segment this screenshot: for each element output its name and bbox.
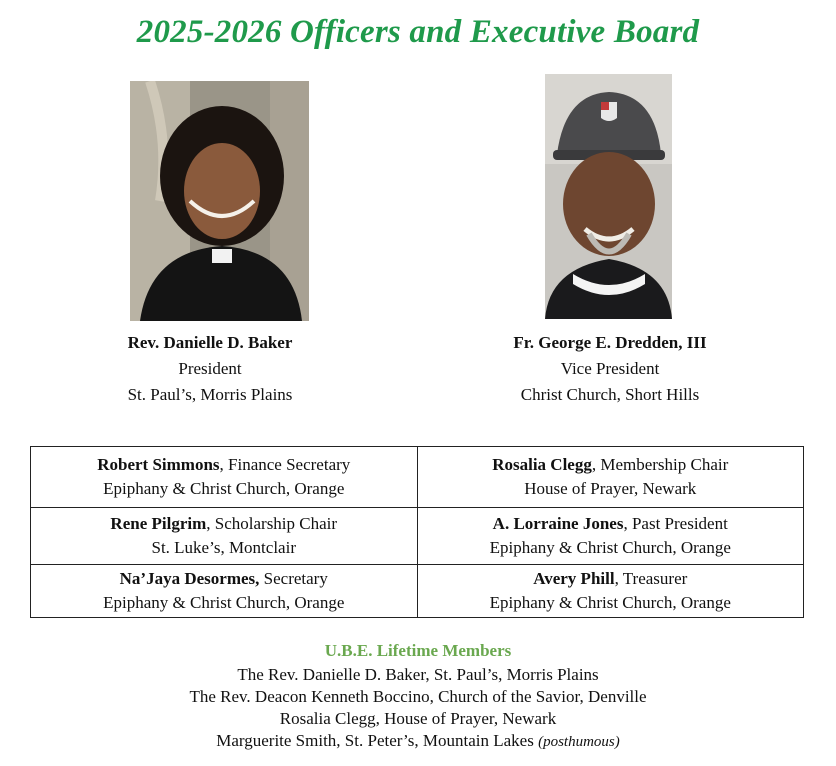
officer-card-president xyxy=(60,330,360,408)
board-member-name: Rene Pilgrim xyxy=(110,514,207,533)
board-member-name: A. Lorraine Jones xyxy=(492,514,624,533)
board-member-role: Secretary xyxy=(259,569,328,588)
posthumous-note: (posthumous) xyxy=(538,734,620,750)
lifetime-members-section xyxy=(0,640,836,753)
page-title: 2025-2026 Officers and Executive Board xyxy=(136,14,700,50)
officer-parish: Christ Church, Short Hills xyxy=(520,385,700,404)
officer-name: Fr. George E. Dredden, III xyxy=(513,333,707,352)
lifetime-member: The Rev. Danielle D. Baker, St. Paul’s, Morris Plains xyxy=(237,665,599,684)
lifetime-members-heading: U.B.E. Lifetime Members xyxy=(324,641,512,660)
board-member-name: Robert Simmons xyxy=(97,455,220,474)
officer-parish: St. Paul’s, Morris Plains xyxy=(127,385,293,404)
board-member-name: Na’Jaya Desormes, xyxy=(119,569,260,588)
board-member-role: , Finance Secretary xyxy=(219,455,351,474)
lifetime-member-last xyxy=(0,730,836,753)
lifetime-member: The Rev. Deacon Kenneth Boccino, Church of the Savior, Denville xyxy=(189,687,647,706)
board-member-parish: House of Prayer, Newark xyxy=(524,479,697,498)
board-cell xyxy=(417,565,804,618)
executive-board-table xyxy=(30,446,804,618)
table-row xyxy=(31,447,804,508)
board-cell xyxy=(417,447,804,508)
officer-photo-president xyxy=(130,81,309,321)
board-member-parish: Epiphany & Christ Church, Orange xyxy=(103,479,345,498)
board-member-parish: Epiphany & Christ Church, Orange xyxy=(103,593,345,612)
portrait-photo-icon xyxy=(130,81,309,321)
officer-role: President xyxy=(178,359,242,378)
board-member-name: Rosalia Clegg xyxy=(492,455,592,474)
board-member-parish: St. Luke’s, Montclair xyxy=(151,538,296,557)
board-member-parish: Epiphany & Christ Church, Orange xyxy=(489,538,731,557)
officer-name: Rev. Danielle D. Baker xyxy=(127,333,293,352)
officer-role: Vice President xyxy=(560,359,660,378)
board-member-role: , Scholarship Chair xyxy=(206,514,338,533)
portrait-photo-icon xyxy=(545,74,672,319)
board-member-role: , Past President xyxy=(623,514,728,533)
officer-card-vice-president xyxy=(450,330,770,408)
lifetime-member: Marguerite Smith, St. Peter’s, Mountain Lakes xyxy=(216,731,534,750)
board-cell xyxy=(417,508,804,565)
lifetime-member: Rosalia Clegg, House of Prayer, Newark xyxy=(279,709,557,728)
board-member-role: , Membership Chair xyxy=(591,455,729,474)
officer-photo-vice-president xyxy=(545,74,672,319)
board-member-parish: Epiphany & Christ Church, Orange xyxy=(489,593,731,612)
table-row xyxy=(31,508,804,565)
board-cell xyxy=(31,447,418,508)
board-member-role: , Treasurer xyxy=(614,569,688,588)
board-cell xyxy=(31,565,418,618)
table-row xyxy=(31,565,804,618)
board-cell xyxy=(31,508,418,565)
board-member-name: Avery Phill xyxy=(533,569,615,588)
